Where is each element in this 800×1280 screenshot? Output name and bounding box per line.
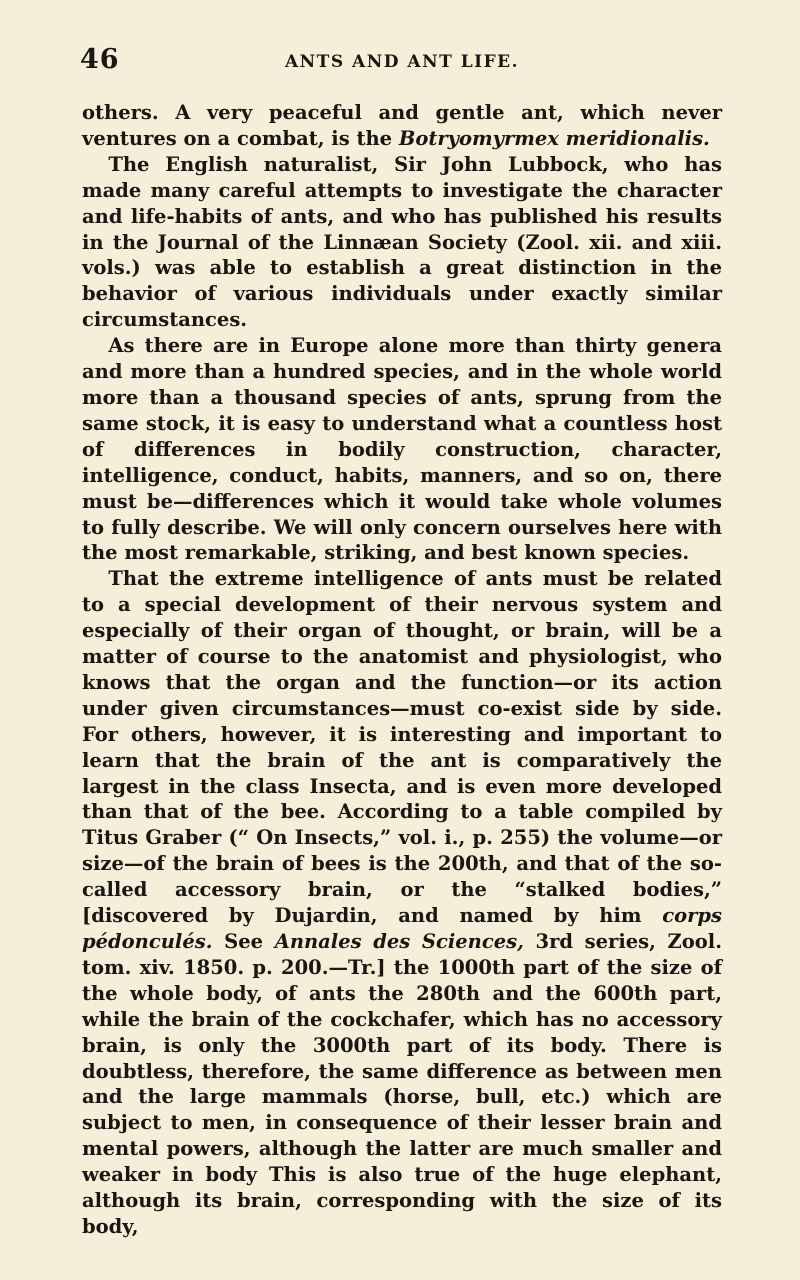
- paragraph: [82, 100, 722, 152]
- page-number: 46: [80, 44, 120, 75]
- italic-text: corps pédonculés.: [82, 904, 722, 953]
- italic-text: Botryomyrmex meridionalis.: [398, 126, 710, 150]
- text-run: The English naturalist, Sir John Lubbock, who has made many careful attempts to investigate the character and life-habits of ants, and who has published his results in the Journal of the Linnæan Society (Zool. xii. and xiii. vols.) was able to establish a great distinction in the behavior of various individuals under exactly similar circumstances.: [82, 152, 722, 332]
- paragraph: [82, 566, 722, 1240]
- text-run: 3rd series, Zool. tom. xiv. 1850. p. 200.—Tr.] the 1000th part of the size of the whole body, of ants the 280th and the 600th part, while the brain of the cockchafer, which has no accessory brain, is only the 3000th part of its body. There is doubtless, therefore, the same difference as between men and the large mammals (horse, bull, etc.) which are subject to men, in consequence of their lesser brain and mental powers, although the latter are much smaller and weaker in body This is also true of the huge elephant, although its brain, corresponding with the size of its body,: [82, 930, 722, 1238]
- running-head: ANTS AND ANT LIFE.: [284, 52, 520, 72]
- text-run: As there are in Europe alone more than thirty genera and more than a hundred species, and in the whole world more than a thousand species of ants, sprung from the same stock, it is easy to understand what a countless host of differences in bodily construction, character, intelligence, conduct, habits, manners, and so on, there must be—differences which it would take whole volumes to fully describe. We will only concern ourselves here with the most remarkable, striking, and best known species.: [82, 334, 722, 565]
- text-run: That the extreme intelligence of ants must be related to a special development of their nervous system and especially of their organ of thought, or brain, will be a matter of course to the anatomist and physiologist, who knows that the organ and the function—or its action under given circumstances—must co-exist side by side. For others, however, it is interesting and important to learn that the brain of the ant is comparatively the largest in the class Insecta, and is even more developed than that of the bee. According to a table compiled by Titus Graber (“ On Insects,” vol. i., p. 255) the volume—or size—of the brain of bees is the 200th, and that of the so-called accessory brain, or the “stalked bodies,” [discovered by Dujardin, and named by him: [82, 567, 722, 928]
- text-run: others. A very peaceful and gentle ant, which never ventures on a combat, is the: [82, 101, 722, 150]
- italic-text: Annales des Sciences,: [274, 930, 524, 953]
- paragraph: [82, 152, 722, 333]
- text-run: See: [212, 930, 275, 953]
- body-text: [82, 100, 722, 1240]
- page-header: [82, 44, 722, 80]
- paragraph: [82, 333, 722, 566]
- book-page: [82, 44, 722, 1240]
